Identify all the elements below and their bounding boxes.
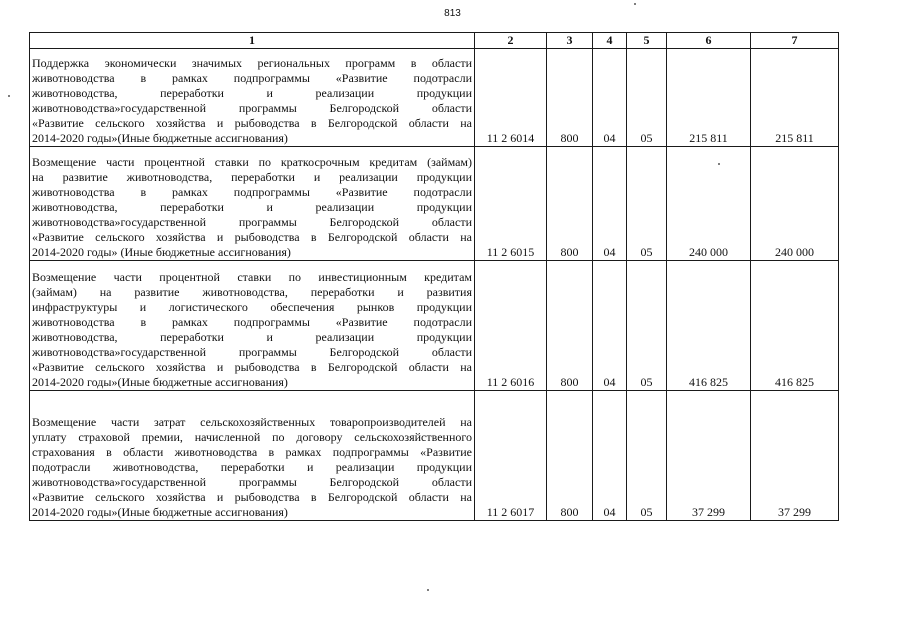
description-line: 2014-2020 годы»(Иные бюджетные ассигнования) [32,131,288,145]
amount-column-6: 416 825 [667,261,751,391]
expense-type: 800 [547,49,593,147]
target-article-code: 11 2 6017 [475,391,547,521]
description-line: Возмещение части процентной ставки по инвестиционным кредитам [32,270,472,284]
column-header-1: 1 [30,33,475,49]
table-row [30,261,839,391]
description-line: «Развитие сельского хозяйства и рыбоводства в Белгородской области на [32,230,472,244]
scan-speck [718,163,720,165]
description-line: животноводства, переработки и реализации продукции [32,86,472,100]
expense-type: 800 [547,147,593,261]
description-line: животноводства»государственной программы Белгородской области [32,345,472,359]
description-line: животноводства»государственной программы Белгородской области [32,475,472,489]
target-article-code: 11 2 6016 [475,261,547,391]
section-code: 04 [593,391,627,521]
budget-table [29,32,839,521]
description-line: Возмещение части процентной ставки по краткосрочным кредитам (займам) [32,155,472,169]
section-code: 04 [593,261,627,391]
description-line: животноводства, переработки и реализации продукции [32,200,472,214]
row-description [30,147,475,261]
row-description [30,391,475,521]
description-line: животноводства, переработки и реализации продукции [32,330,472,344]
section-code: 04 [593,49,627,147]
column-header-7: 7 [751,33,839,49]
description-line: страхования в области животноводства в рамках подпрограммы «Развитие [32,445,472,459]
scan-speck [427,589,429,591]
description-line: подотрасли животноводства, переработки и реализации продукции [32,460,472,474]
subsection-code: 05 [627,49,667,147]
amount-column-7: 215 811 [751,49,839,147]
amount-column-7: 37 299 [751,391,839,521]
amount-column-6: 240 000 [667,147,751,261]
scan-speck [8,95,10,97]
section-code: 04 [593,147,627,261]
target-article-code: 11 2 6014 [475,49,547,147]
row-description [30,261,475,391]
column-header-5: 5 [627,33,667,49]
amount-column-6: 37 299 [667,391,751,521]
table-row [30,391,839,521]
expense-type: 800 [547,261,593,391]
description-line: 2014-2020 годы»(Иные бюджетные ассигнования) [32,375,288,389]
description-line: уплату страховой премии, начисленной по договору сельскохозяйственного [32,430,472,444]
description-line: животноводства в рамках подпрограммы «Развитие подотрасли [32,185,472,199]
subsection-code: 05 [627,261,667,391]
amount-column-6: 215 811 [667,49,751,147]
target-article-code: 11 2 6015 [475,147,547,261]
description-line: инфраструктуры и логистического обеспечения рынков продукции [32,300,472,314]
amount-column-7: 240 000 [751,147,839,261]
column-header-6: 6 [667,33,751,49]
subsection-code: 05 [627,391,667,521]
description-line: животноводства в рамках подпрограммы «Развитие подотрасли [32,315,472,329]
scan-speck [634,3,636,5]
column-header-4: 4 [593,33,627,49]
amount-column-7: 416 825 [751,261,839,391]
expense-type: 800 [547,391,593,521]
column-header-2: 2 [475,33,547,49]
description-line: животноводства»государственной программы Белгородской области [32,101,472,115]
description-line: 2014-2020 годы» (Иные бюджетные ассигнования) [32,245,291,259]
description-line: животноводства в рамках подпрограммы «Развитие подотрасли [32,71,472,85]
description-line: 2014-2020 годы»(Иные бюджетные ассигнования) [32,505,288,519]
description-line: Возмещение части затрат сельскохозяйственных товаропроизводителей на [32,415,472,429]
page-number: 813 [444,8,461,19]
description-line: Поддержка экономически значимых региональных программ в области [32,56,472,70]
description-line: животноводства»государственной программы Белгородской области [32,215,472,229]
column-header-3: 3 [547,33,593,49]
description-line: «Развитие сельского хозяйства и рыбоводства в Белгородской области на [32,360,472,374]
description-line: «Развитие сельского хозяйства и рыбоводства в Белгородской области на [32,490,472,504]
description-line: «Развитие сельского хозяйства и рыбоводства в Белгородской области на [32,116,472,130]
subsection-code: 05 [627,147,667,261]
table-row [30,49,839,147]
description-line: (займам) на развитие животноводства, переработки и развития [32,285,472,299]
row-description [30,49,475,147]
description-line: на развитие животноводства, переработки и реализации продукции [32,170,472,184]
header-row [30,33,839,49]
